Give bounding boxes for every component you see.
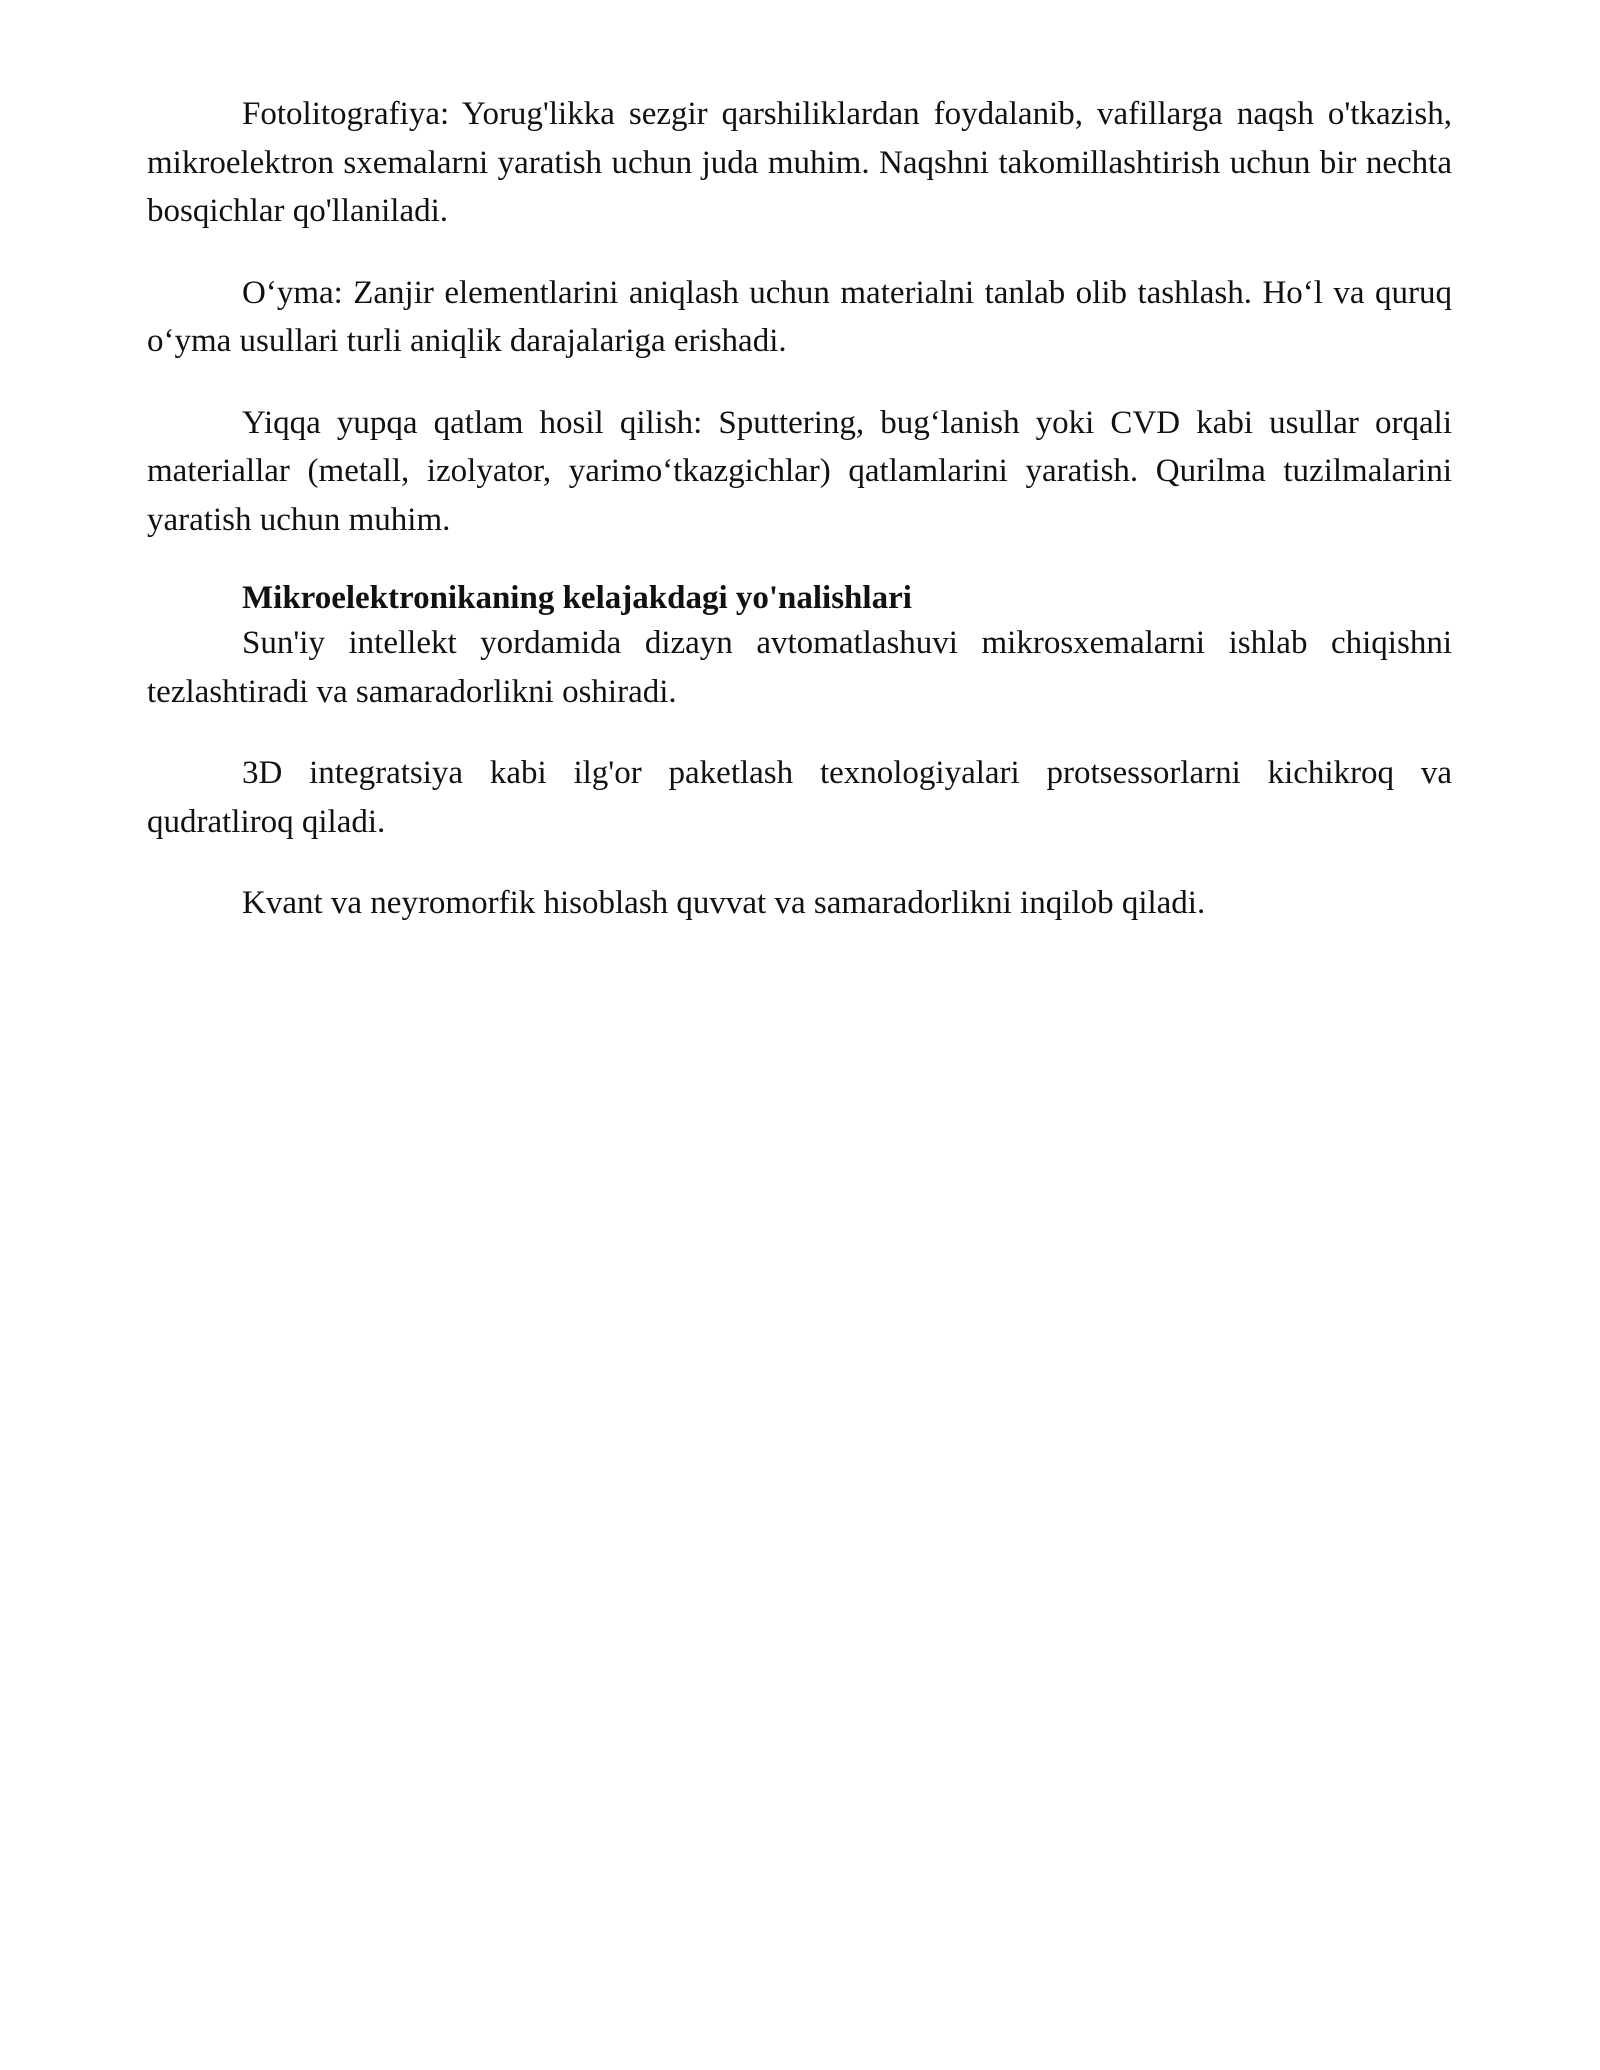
document-body bbox=[147, 90, 1452, 961]
paragraph-ai-design-automation: Sun'iy intellekt yordamida dizayn avtomatlashuvi mikrosxemalarni ishlab chiqishni tezlashtiradi va samaradorlikni oshiradi. bbox=[147, 625, 1452, 710]
paragraph-quantum-neuromorphic: Kvant va neyromorfik hisoblash quvvat va samaradorlikni inqilob qiladi. bbox=[242, 885, 1206, 921]
paragraph-thin-film-deposition: Yiqqa yupqa qatlam hosil qilish: Sputtering, bug‘lanish yoki CVD kabi usullar orqali materiallar (metall, izolyator, yarimo‘tkazgichlar) qatlamlarini yaratish. Qurilma tuzilmalarini yaratish uchun muhim. bbox=[147, 404, 1452, 538]
paragraph-etching: O‘yma: Zanjir elementlarini aniqlash uchun materialni tanlab olib tashlash. Ho‘l va quruq o‘yma usullari turli aniqlik darajalariga erishadi. bbox=[147, 274, 1452, 359]
paragraph-photolithography: Fotolitografiya: Yorug'likka sezgir qarshiliklardan foydalanib, vafillarga naqsh o'tkazish, mikroelektron sxemalarni yaratish uchun juda muhim. Naqshni takomillashtirish uchun bir nechta bosqichlar qo'llaniladi. bbox=[147, 96, 1452, 229]
section-heading: Mikroelektronikaning kelajakdagi yo'nalishlari bbox=[242, 580, 912, 616]
paragraph-3d-integration: 3D integratsiya kabi ilg'or paketlash texnologiyalari protsessorlarni kichikroq va qudratliroq qiladi. bbox=[147, 755, 1452, 840]
